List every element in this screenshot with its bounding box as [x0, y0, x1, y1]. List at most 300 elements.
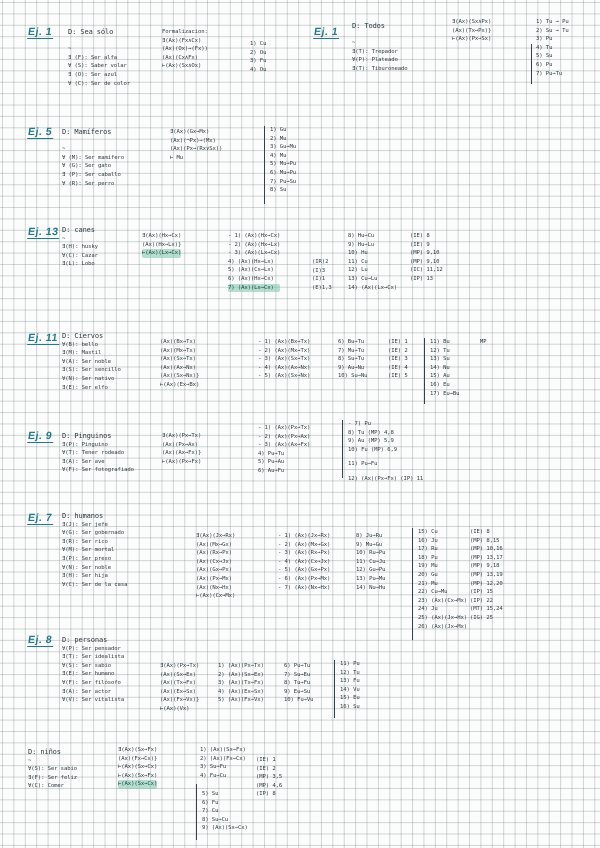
proof-line: 5) Pu→Au — [258, 459, 285, 466]
note-line — [62, 137, 124, 146]
formula-line: (Ax)(Ex→Sx) — [160, 688, 196, 695]
formula-line: (Ax)(Tx→Px)} — [452, 27, 492, 34]
bracket-line — [196, 784, 197, 840]
proof-line: - 7) (Ax)(Nx→Hx) — [278, 584, 331, 591]
rule-ref: (MP) 9,10 — [410, 250, 440, 257]
rule-ref: (IE) 5 — [388, 373, 408, 380]
proof-line: 9) Hu→Lu — [348, 241, 375, 248]
note-line: ∃(P): Pinguino — [62, 441, 108, 448]
proof-line: 11) Cu — [348, 258, 368, 265]
proof-line: 11) Bu — [430, 339, 450, 345]
note-line: ∀(S): Ser sabio — [28, 766, 78, 773]
proof-line: 10) Hu — [348, 250, 368, 257]
proof-line: 24) Ju — [418, 606, 438, 613]
proof-line: 3) Fu — [250, 58, 267, 65]
proof-line: 15) Cu — [418, 529, 438, 535]
note-line: ∀(P): Ser pensador — [62, 645, 121, 652]
formula-line: Formalizacion: — [162, 29, 208, 35]
proof-line: 8) Hu→Cu — [348, 233, 375, 239]
proof-line: 5) Su — [536, 53, 553, 60]
proof-line: 7) Cu — [202, 808, 219, 815]
note-line: ∃(E): Ser elfo — [62, 384, 108, 391]
formula-line: (Ax)(Fx→Cx)} — [118, 755, 158, 762]
exercise-tag: Ej. 5 — [27, 126, 54, 138]
formula-line: (Ax)(Sx→Nx)} — [160, 373, 200, 380]
rule-ref: (IE) 1 — [256, 757, 276, 763]
rule-ref: (IE) 3 — [388, 356, 408, 363]
proof-line: - 3) (Ax)(Ax→Fx) — [258, 442, 311, 449]
proof-line: 4) (Ax)(Ex→Sx) — [218, 688, 264, 695]
formula-line: (Ax)(Nx→Hx) — [196, 584, 232, 591]
rule-ref: (IE) 2 — [256, 765, 276, 772]
ex5-domain — [62, 128, 124, 188]
note-line: ∀(G): Ser gobernado — [62, 530, 125, 537]
proof-line: 16) Su — [340, 703, 360, 710]
note-line: ∃ (O): Ser azul — [68, 71, 118, 78]
rule-ref: (I)1 — [312, 276, 326, 283]
rule-ref: (MP) 13,17 — [470, 554, 503, 561]
note-line: ∃(E): Ser humano — [62, 671, 115, 678]
note-line: ∀ (S): Saber volar — [68, 63, 127, 70]
proof-line: 25) (Ax)(Jx→Hx) — [418, 614, 468, 621]
rule-ref: (MP) 12,20 — [470, 580, 503, 587]
formula-line: ⊢(Ax)(Px→Fx) — [162, 458, 202, 465]
formula-line: (Ax)(Mx→Gx) — [196, 541, 232, 548]
proof-line: 1) (Ax)(Px→Tx) — [218, 663, 264, 669]
formula-line: ⊢(Ax)(Sx∧Ox) — [162, 63, 202, 70]
note-line: ∃(P): Ser preso — [62, 555, 112, 562]
proof-line: - 7) Pu — [348, 421, 371, 427]
proof-line: 8) Su — [270, 187, 287, 194]
note-line: ∀(P): Plateado — [352, 57, 398, 64]
proof-line: 12) Gu→Pu — [356, 567, 386, 574]
formula-line: ⊢(Ax)(Sx→Fx) — [118, 772, 158, 779]
proof-line: 8) Ju→Ru — [356, 533, 383, 539]
proof-line: 7) Su→Eu — [284, 671, 311, 678]
note-line: ∃(T): Ser idealista — [62, 654, 125, 661]
formula-line: ∃(Ax)(Gx→Mx) — [170, 129, 210, 135]
formula-line: (Ax)(Gx→Px) — [196, 567, 232, 574]
note-line: ∀(A): Ser noble — [62, 358, 112, 365]
proof-line: 13) Su — [430, 356, 450, 363]
formula-line: (Ax)(Ox)→(Fx)) — [162, 46, 208, 53]
ex11-proof-col4 — [430, 338, 459, 398]
note-line: ∃(T): Trepador — [352, 48, 398, 55]
proof-line: 15) Eu — [340, 695, 360, 702]
proof-line: 4) Tu — [536, 44, 553, 51]
proof-line: 14) Nu — [430, 364, 450, 371]
proof-line: 6) Au→Fu — [258, 467, 285, 474]
exercise-tag: Ej. 11 — [27, 332, 61, 345]
note-line: ∃(J): Ser jefe — [62, 521, 108, 528]
proof-line: 8) Su→Tu — [338, 356, 365, 363]
note-line: ~ — [28, 757, 32, 764]
ex11-proof-col1 — [258, 338, 310, 381]
note-line: ∀(F): Ser filósofo — [62, 679, 121, 686]
formula-line: (Ax)(Px→Mx) — [196, 575, 232, 582]
formula-line: (Ax)(¬Px)→(Mx) — [170, 137, 216, 144]
formula-line: (Ax)(Bx→Tx) — [160, 339, 196, 345]
proof-line: 2) (Ax)(Sx→Ex) — [218, 671, 264, 678]
proof-line: - 2) (Ax)(Mx→Gx) — [278, 541, 331, 548]
ex7-proof-col4 — [470, 528, 503, 623]
formula-line: ⊢(Ax)(Cx→Mx) — [196, 593, 236, 600]
ex13-proof-col1 — [228, 232, 280, 292]
note-line: D: Ciervos — [62, 332, 104, 340]
exercise-tag: Ej. 9 — [27, 430, 54, 442]
proof-line: 2) Mu — [270, 135, 287, 142]
proof-line: - 1) (Ax)(Hx→Cx) — [228, 233, 281, 239]
bracket-line — [264, 126, 265, 204]
note-line: D: Pinguinos — [62, 432, 112, 440]
rule-ref: (IE) 4 — [388, 364, 408, 371]
rule-ref: MP — [480, 339, 487, 345]
bracket-line — [412, 528, 413, 640]
proof-line: 6) (Ax)(Hx→Cx) — [228, 275, 274, 282]
exercise-tag: Ej. 13 — [27, 226, 60, 238]
formula-line: (Ax)(Rx→Px) — [196, 550, 232, 557]
ex7-proof-col1 — [278, 532, 330, 592]
note-line: ∀(F): Ser fotografiado — [62, 467, 134, 474]
rule-ref: (I)3 — [312, 267, 326, 274]
note-line: ∀(B): bello — [62, 341, 98, 348]
proof-line: 4) Pu→Tu — [258, 450, 285, 457]
note-line: ∀(C): Cazar — [62, 252, 98, 259]
proof-line: - 3) (Ax)(Sx→Tx) — [258, 356, 311, 363]
proof-line: - 1) (Ax)(Bx→Tx) — [258, 339, 311, 345]
exlast-formalization — [118, 746, 157, 789]
note-line: ∀(N): Ser noble — [62, 564, 112, 571]
proof-line: 17) Ru — [418, 546, 438, 553]
formula-line: ⊢(Ax)(Sx→Cx) — [118, 781, 158, 788]
formula-line: (Ax)(Fx→Vx)} — [160, 697, 200, 704]
note-line: ~ — [352, 40, 356, 47]
rule-ref: (IR)2 — [312, 259, 329, 265]
proof-line: 1) Gu — [270, 127, 287, 133]
proof-line: - 6) (Ax)(Px→Mx) — [278, 575, 331, 582]
ex1-formalization — [162, 28, 208, 71]
rule-ref: (MP) 9,10 — [410, 258, 440, 265]
proof-line: 14) (Ax)(Lx→Cx) — [348, 284, 398, 291]
exercise-tag: Ej. 8 — [27, 634, 54, 646]
proof-line: 3) Su→Fu — [200, 764, 227, 771]
note-line: ~ — [68, 46, 72, 53]
proof-line: 2) Su → Tu — [536, 27, 569, 34]
note-line: ∀ (R): Ser perro — [62, 180, 115, 187]
rule-ref: (IP) 13 — [410, 275, 433, 282]
proof-line: 13) Cu→Lu — [348, 275, 378, 282]
proof-line: 5) Mu→Pu — [270, 161, 297, 168]
note-line: D: Sea sólo — [68, 28, 114, 36]
rule-ref: (MP) 9,18 — [470, 563, 500, 570]
proof-line: 16) Ju — [418, 537, 438, 544]
ex8-formalization — [160, 662, 199, 714]
proof-line: 12) (Ax)(Px→Fx) (IP) 11 — [348, 475, 424, 482]
note-line: ∃(A): Ser ave — [62, 458, 105, 465]
proof-line: 6) Pu — [536, 61, 553, 68]
note-line: D: personas — [62, 636, 108, 644]
proof-line: 7) Pu→Su — [270, 178, 297, 185]
formula-line: ⊢(Ax)(Vx) — [160, 705, 190, 712]
rule-ref: (IE) 9 — [410, 241, 430, 248]
formula-line: (Ax)(Px→Ax) — [162, 441, 198, 448]
note-line: ∀ (G): Ser gato — [62, 163, 112, 170]
ex13-proof-col2 — [348, 232, 397, 292]
proof-line: 4) Mu — [270, 152, 287, 159]
rule-ref: (MP) 10,16 — [470, 546, 503, 553]
proof-line: 5) (Ax)(Cx→Lx) — [228, 267, 274, 274]
formula-line: ∃(Ax)(Sx→Fx) — [118, 747, 158, 753]
formula-line: (Ax)(Ax→Nx) — [160, 364, 196, 371]
note-line: ∀(N): Ser nativo — [62, 375, 115, 382]
ex1b-proof — [536, 18, 569, 78]
note-line: D: Mamíferos — [62, 128, 112, 136]
note-line: ∃(H): husky — [62, 244, 98, 251]
proof-line: 6) Bu→Tu — [338, 339, 365, 345]
ex13-refs — [312, 258, 332, 292]
note-line: ∃ (F): Ser alfa — [68, 54, 118, 61]
rule-ref: (IE) 8 — [410, 233, 430, 239]
formula-line: (Ax)(Tx→Fx) — [160, 680, 196, 687]
note-line: D: Todos — [352, 22, 385, 30]
proof-line: 11) Cu→Ju — [356, 558, 386, 565]
proof-line: - 5) (Ax)(Sx→Nx) — [258, 373, 311, 380]
proof-line: 22) Cu→Mu — [418, 589, 448, 596]
note-line: ~ — [62, 235, 66, 242]
ex8-domain — [62, 636, 124, 705]
rule-ref: (IC) 11,12 — [410, 267, 443, 274]
proof-line: 7) (Ax)(Lx→Cx) — [228, 284, 280, 293]
rule-ref: (IG) 25 — [470, 614, 493, 621]
note-line: ∃(A): Ser actor — [62, 688, 112, 695]
rule-ref: (MP) 3,5 — [256, 774, 283, 781]
proof-line: - 2) (Ax)(Mx→Tx) — [258, 347, 311, 354]
formula-line: ⊢(Ax)(Ex→Bx) — [160, 381, 200, 388]
proof-line: 3) (Ax)(Tx→Fx) — [218, 680, 264, 687]
ex1b-formalization — [452, 18, 491, 44]
proof-line: 7) Pu→Tu — [536, 70, 563, 77]
ex7-proof-col3 — [418, 528, 467, 631]
proof-line: - 5) (Ax)(Gx→Px) — [278, 567, 331, 574]
ex1-domain — [68, 28, 130, 88]
ex13-proof-col3 — [410, 232, 443, 284]
formula-line: (Ax)(Px→(Rx∨Sx)) — [170, 146, 223, 153]
rule-ref: (IP) 8 — [256, 791, 276, 798]
proof-line: 18) Pu — [418, 554, 438, 561]
proof-line: 4) Fu→Cu — [200, 772, 227, 779]
proof-line: 1) (Ax)(Sx→Fx) — [200, 747, 246, 753]
proof-line: 1) Tu → Pu — [536, 19, 569, 25]
formula-line: (Ax)(Hx→Lx)} — [142, 241, 182, 248]
formula-line: ⊢ Mu — [170, 154, 184, 161]
ex7-formalization — [196, 532, 235, 601]
proof-line: 5) (Ax)(Fx→Vx) — [218, 697, 264, 704]
proof-line: 3) Gu→Mu — [270, 144, 297, 151]
proof-line: 10) Fu→Vu — [284, 697, 314, 704]
proof-line: 23) (Ax)(Cx→Mx) — [418, 597, 468, 604]
ex8-proof-col1 — [218, 662, 264, 705]
proof-line: 11) Pu — [340, 661, 360, 667]
proof-line: - 2) (Ax)(Hx→Lx) — [228, 241, 281, 248]
proof-line: 4) Ou — [250, 66, 267, 73]
formula-line: ∃(Ax)(Hx→Cx) — [142, 233, 182, 239]
formula-line: ⊢(Ax)(Lx→Cx) — [142, 250, 182, 257]
note-line: ∃(L): Lobo — [62, 261, 95, 268]
note-line: ∀(V): Ser vitalista — [62, 697, 125, 704]
proof-line: 6) Fu — [202, 799, 219, 806]
proof-line: - 4) (Ax)(Ax→Nx) — [258, 364, 311, 371]
exercise-tag: Ej. 1 — [27, 26, 54, 38]
note-line: ∃(H): Ser hija — [62, 573, 108, 580]
proof-line: - 1) (Ax)(Jx→Rx) — [278, 533, 331, 539]
ex11-proof-col2 — [338, 338, 367, 381]
rule-ref: (E)1,3 — [312, 284, 332, 291]
ex13-domain — [62, 226, 98, 269]
formula-line: (Ax)(Sx→Ex) — [160, 671, 196, 678]
proof-line: 15) Au — [430, 373, 450, 380]
proof-line: 14) Nu→Hu — [356, 584, 386, 591]
ex8-proof-col3 — [340, 660, 360, 712]
exercise-tag: Ej. 1 — [313, 26, 340, 38]
ex7-proof-col2 — [356, 532, 385, 592]
note-line: ∃(F): Ser feliz — [28, 774, 78, 781]
ex5-formalization — [170, 128, 222, 162]
ex9-formalization — [162, 432, 201, 466]
note-line: ∃(R): Ser rico — [62, 538, 108, 545]
proof-line: 11) Pu→Fu — [348, 461, 378, 468]
ex1-proof — [250, 40, 266, 74]
bracket-line — [334, 660, 335, 718]
note-line: ∀(C): Ser de la casa — [62, 581, 128, 588]
note-line: ∀(M): Ser mortal — [62, 547, 115, 554]
ex11-domain — [62, 332, 121, 392]
proof-line: - 1) (Ax)(Px→Tx) — [258, 425, 311, 431]
proof-line: 4) (Ax)(Hx→Lx) — [228, 258, 274, 265]
rule-ref: (IP) 15 — [470, 589, 493, 596]
bracket-line — [342, 420, 343, 478]
note-line: ∀(S): Ser sabio — [62, 662, 112, 669]
proof-line: 10) Fu (MP) 6,9 — [348, 446, 398, 453]
proof-line: 12) Tu — [340, 669, 360, 676]
proof-line: 8) Tu→Fu — [284, 680, 311, 687]
formula-line: (Ax)(Cx∧Fx) — [162, 54, 198, 61]
formula-line: (Ax)(Mx→Tx) — [160, 347, 196, 354]
note-line: ~ — [62, 146, 66, 153]
proof-line: 9) (Ax)(Sx→Cx) — [202, 825, 248, 832]
proof-line: 9) Au (MP) 5,9 — [348, 438, 394, 445]
ex7-domain — [62, 512, 127, 589]
rule-ref: (MP) 13,19 — [470, 571, 503, 578]
note-line: ∃(T): Tiburoneado — [352, 65, 408, 72]
rule-ref: (IE) 2 — [388, 347, 408, 354]
proof-line: 6) Pu→Tu — [284, 663, 311, 669]
note-line: D: humanos — [62, 512, 104, 520]
proof-line: 13) Fu — [340, 678, 360, 685]
note-line: D: canes — [62, 226, 95, 234]
note-line — [352, 31, 408, 40]
note-line: D: niños — [28, 748, 61, 756]
ex9-proof-col2 — [348, 420, 423, 484]
proof-line: 9) Au→Nu — [338, 364, 365, 371]
proof-line: 2) (Ax)(Fx→Cx) — [200, 755, 246, 762]
rule-ref: (IE) 8 — [470, 529, 490, 535]
formula-line: ∃(Ax)(Fx∧Cx) — [162, 37, 202, 44]
proof-line: 13) Pu→Mu — [356, 575, 386, 582]
formula-line: ⊢(Ax)(Px→Sx) — [452, 36, 492, 43]
ex13-formalization — [142, 232, 181, 258]
formula-line: ∃(Ax)(Px→Tx) — [160, 663, 200, 669]
formula-line: (Ax)(Ax→Fx)} — [162, 450, 202, 457]
proof-line: 8) Su→Cu — [202, 816, 229, 823]
proof-line: 9) Eu→Su — [284, 688, 311, 695]
note-line: ∀(C): Comer — [28, 783, 64, 790]
exlast-refs — [256, 756, 282, 799]
proof-line: 10) Su→Nu — [338, 373, 368, 380]
exlast-proof-col1 — [200, 746, 246, 780]
proof-line: 14) Vu — [340, 686, 360, 693]
rule-ref: (IP) 22 — [470, 597, 493, 604]
ex11-formalization — [160, 338, 199, 390]
formula-line: (Ax)(Sx→Tx) — [160, 356, 196, 363]
note-line: ∃(S): Ser sencillo — [62, 367, 121, 374]
formula-line: ⊢(Ax)(Sx→Cx) — [118, 764, 158, 771]
ex9-domain — [62, 432, 134, 475]
proof-line: 1) Cu — [250, 41, 267, 47]
proof-line: 7) Mu→Tu — [338, 347, 365, 354]
rule-ref: (MP) 8,15 — [470, 537, 500, 544]
proof-line: 3) Pu — [536, 36, 553, 43]
proof-line: 12) Lu — [348, 267, 368, 274]
bracket-line — [424, 338, 425, 404]
ex9-proof-col1 — [258, 424, 310, 476]
proof-line: 9) Mu→Gu — [356, 541, 383, 548]
rule-ref: (IE) 1 — [388, 339, 408, 345]
rule-ref: (MP) 4,6 — [256, 782, 283, 789]
ex1b-domain — [352, 22, 408, 74]
exlast-proof-col2 — [202, 790, 248, 833]
proof-line: 16) Eu — [430, 381, 450, 388]
formula-line: ∃(Ax)(Sx∧Px) — [452, 19, 492, 25]
proof-line: 6) Mu→Pu — [270, 169, 297, 176]
exlast-domain — [28, 748, 77, 791]
note-line: ∀(T): Tener rodeado — [62, 450, 125, 457]
proof-line: 21) Mu — [418, 580, 438, 587]
note-line: ∀ (M): Ser mamífero — [62, 154, 125, 161]
proof-line: 17) Eu→Bu — [430, 390, 460, 397]
proof-line: - 4) (Ax)(Cx→Jx) — [278, 558, 331, 565]
proof-line: - 3) (Ax)(Lx→Cx) — [228, 250, 281, 257]
ex11-proof-col3 — [388, 338, 408, 381]
note-line — [68, 37, 130, 46]
formula-line: ∃(Ax)(Jx→Rx) — [196, 533, 236, 539]
proof-line: 5) Su — [202, 791, 219, 797]
exercise-tag: Ej. 7 — [27, 512, 54, 524]
formula-line: (Ax)(Cx→Jx) — [196, 558, 232, 565]
note-line: ∀ (C): Ser de color — [68, 80, 131, 87]
proof-line: 20) Gu — [418, 571, 438, 578]
ex5-proof — [270, 126, 296, 195]
note-line: ∃(M): Mastil — [62, 350, 102, 357]
bracket-line — [531, 44, 532, 84]
proof-line: 26) (Ax)(Jx→Mx) — [418, 623, 468, 630]
rule-ref: (MT) 15,24 — [470, 606, 503, 613]
formula-line: ∃(Ax)(Px→Tx) — [162, 433, 202, 439]
ex8-proof-col2 — [284, 662, 313, 705]
proof-line: 2) Ou — [250, 49, 267, 56]
proof-line: 10) Ru→Pu — [356, 550, 386, 557]
note-line: ∃ (P): Ser caballo — [62, 171, 121, 178]
proof-line: - 3) (Ax)(Rx→Px) — [278, 550, 331, 557]
